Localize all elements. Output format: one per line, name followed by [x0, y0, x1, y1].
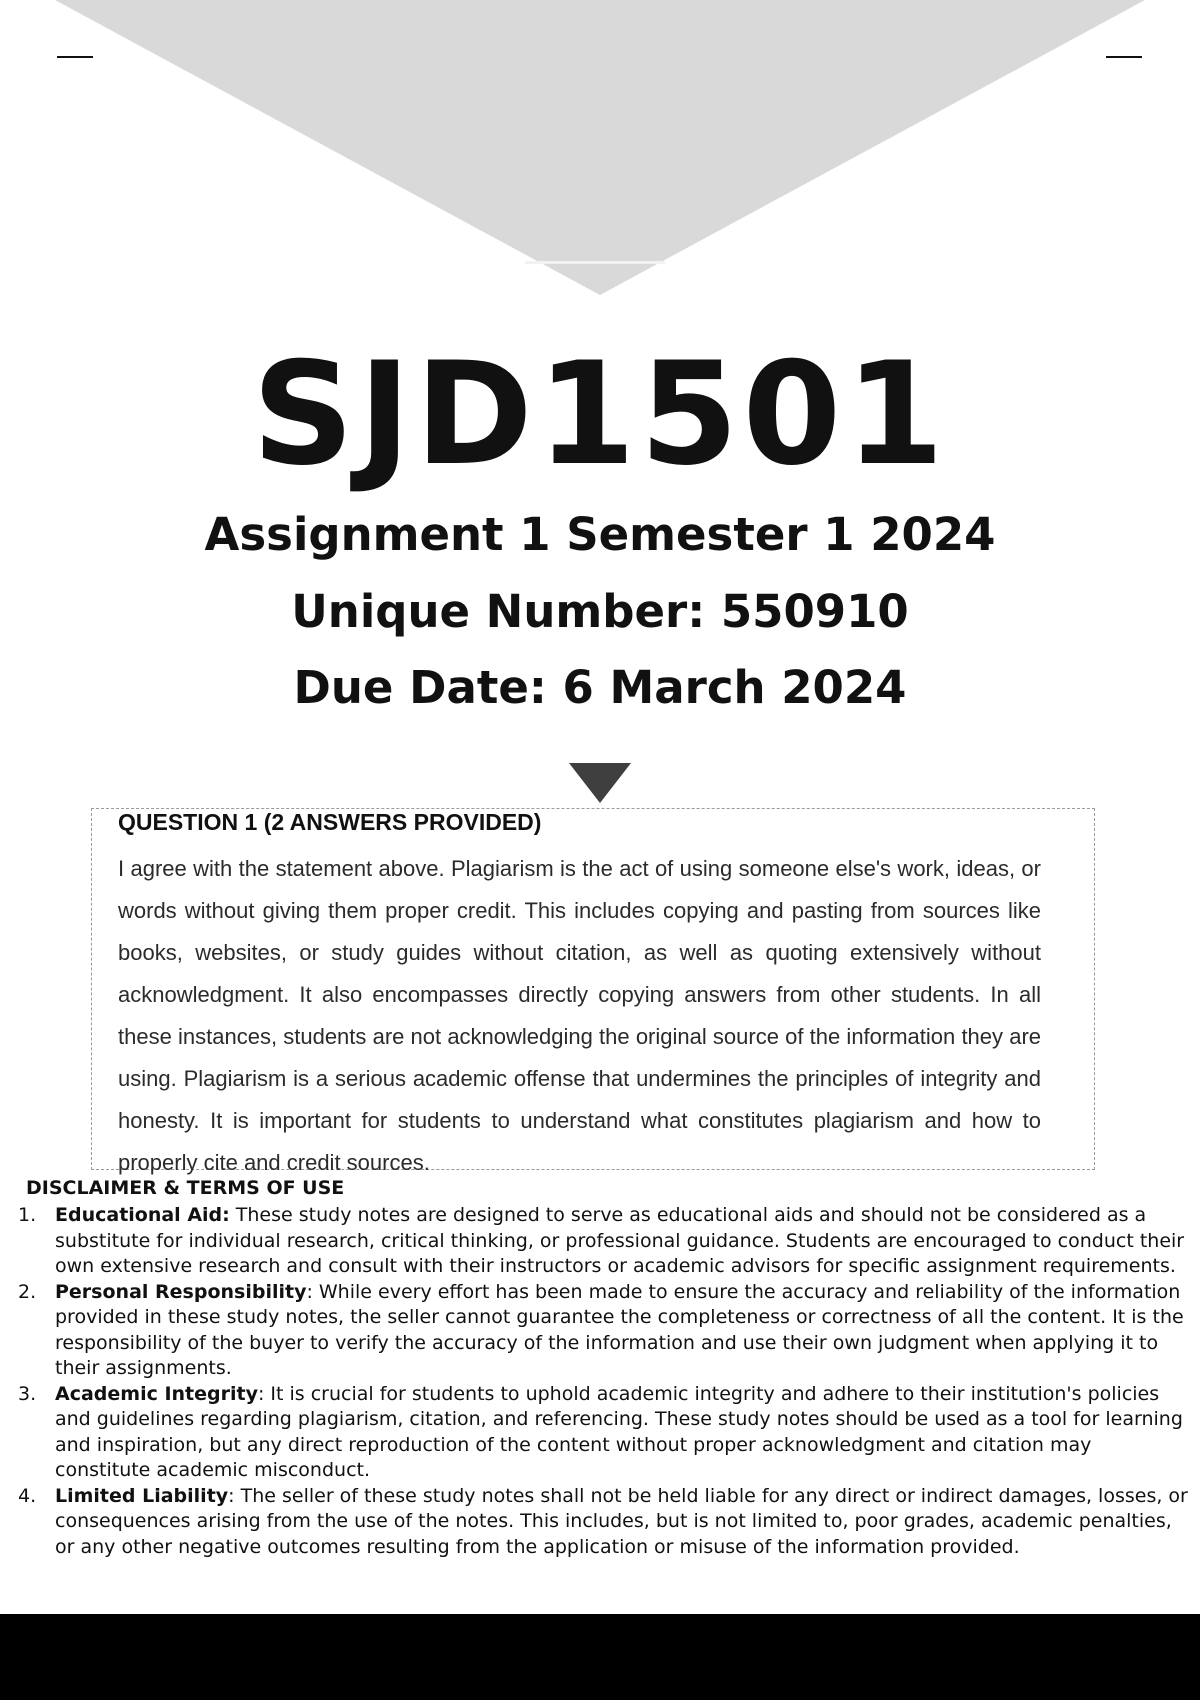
disclaimer-text: : While every effort has been made to ensure the accuracy and reliability of the information provided in these study notes, the seller cannot guarantee the completeness or correctness of all the content. It is the responsibility of the buyer to verify the accuracy of the information and use their own judgment when applying it to their assignments.	[55, 1280, 1184, 1379]
corner-mark-right	[1106, 56, 1142, 58]
disclaimer-term: Educational Aid:	[55, 1204, 230, 1226]
disclaimer-item	[18, 1280, 1188, 1382]
disclaimer-term: Personal Responsibility	[55, 1280, 307, 1303]
bottom-black-bar	[0, 1614, 1200, 1700]
disclaimer-item	[18, 1203, 1188, 1280]
disclaimer-term: Academic Integrity	[55, 1382, 258, 1405]
disclaimer-text: : The seller of these study notes shall not be held liable for any direct or indirect damages, losses, or consequences arising from the use of the notes. This includes, but is not limited to, poor grades, academic penalties, or any other negative outcomes resulting from the application or misuse of the information provided.	[55, 1484, 1188, 1558]
list-number: 1.	[18, 1204, 37, 1226]
down-arrow-icon	[569, 763, 631, 803]
disclaimer-item	[18, 1382, 1188, 1484]
list-number: 4.	[18, 1484, 37, 1507]
course-code-title: SJD1501	[251, 332, 949, 497]
disclaimer-item	[18, 1484, 1188, 1561]
list-number: 2.	[18, 1280, 37, 1303]
question-heading: QUESTION 1 (2 ANSWERS PROVIDED)	[118, 809, 542, 835]
header-chevron-shape	[55, 0, 1145, 295]
unique-number: Unique Number: 550910	[291, 585, 909, 638]
due-date: Due Date: 6 March 2024	[293, 661, 907, 714]
disclaimer-term: Limited Liability	[55, 1484, 229, 1507]
assignment-subtitle: Assignment 1 Semester 1 2024	[204, 508, 996, 561]
disclaimer-heading: DISCLAIMER & TERMS OF USE	[26, 1177, 345, 1199]
disclaimer-list	[18, 1203, 1188, 1560]
chevron-notch-line	[525, 261, 665, 264]
question-answer-text: I agree with the statement above. Plagiarism is the act of using someone else's work, ideas, or words without giving them proper credit. This includes copying and pasting from sources like books, websites, or study guides without citation, as well as quoting extensively without acknowledgment. It also encompasses directly copying answers from other students. In all these instances, students are not acknowledging the original source of the information they are using. Plagiarism is a serious academic offense that undermines the principles of integrity and honesty. It is important for students to understand what constitutes plagiarism and how to properly cite and credit sources.	[118, 856, 1041, 1175]
disclaimer-text: These study notes are designed to serve as educational aids and should not be considered as a substitute for individual research, critical thinking, or professional guidance. Students are encouraged to conduct their own extensive research and consult with their instructors or academic advisors for specific assignment requirements.	[55, 1204, 1185, 1277]
list-number: 3.	[18, 1382, 37, 1405]
corner-mark-left	[57, 56, 93, 58]
disclaimer-text: : It is crucial for students to uphold academic integrity and adhere to their institution's policies and guidelines regarding plagiarism, citation, and referencing. These study notes should be used as a tool for learning and inspiration, but any direct reproduction of the content without proper acknowledgment and citation may constitute academic misconduct.	[55, 1382, 1183, 1481]
